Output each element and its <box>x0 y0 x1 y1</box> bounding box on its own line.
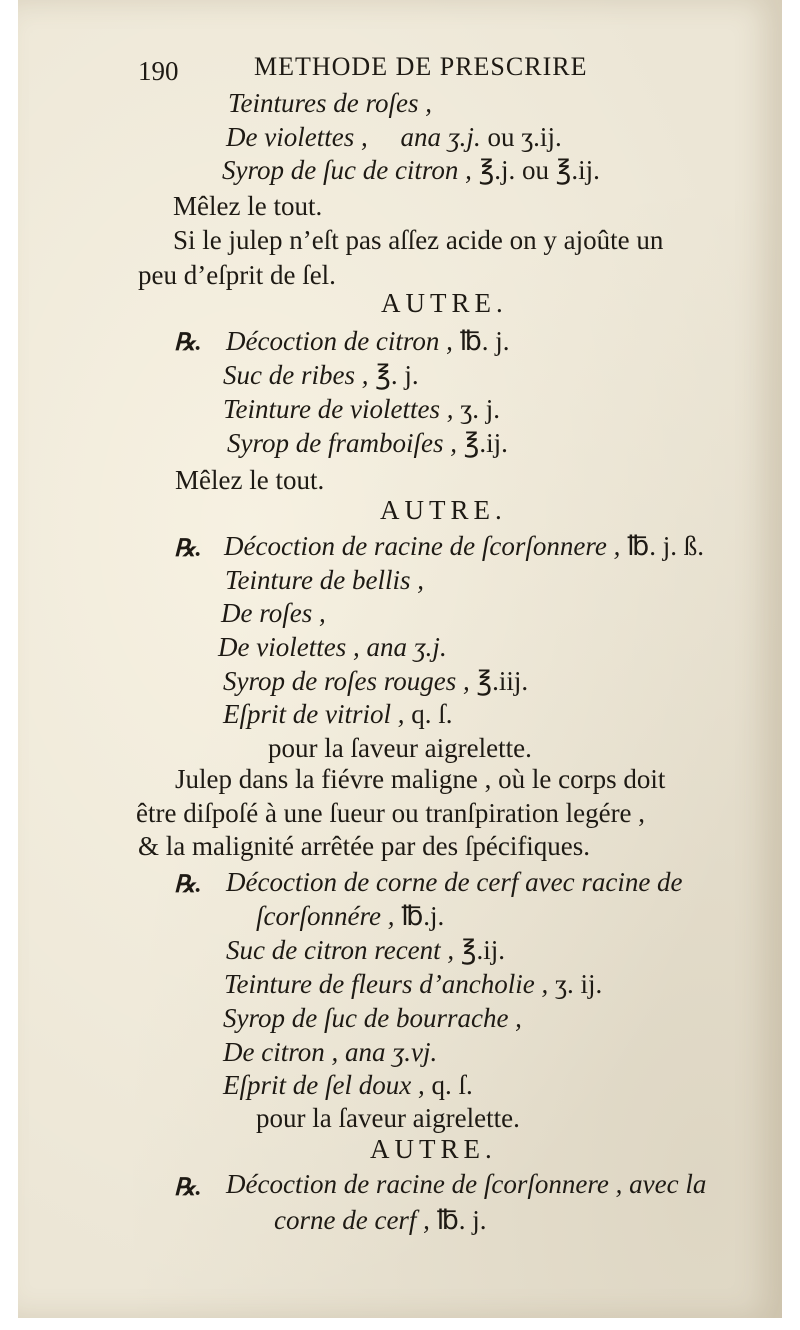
recipe-sign: ℞. <box>174 872 202 898</box>
text-line <box>226 124 562 151</box>
text-line <box>223 396 500 423</box>
text-span: ℔. j. <box>459 326 510 356</box>
text-line <box>226 328 510 355</box>
text-line: De roſes , <box>221 598 326 628</box>
text-span: q. ſ. <box>431 1070 473 1100</box>
text-span: ana ʒ.j. <box>400 122 481 152</box>
text-line <box>227 430 508 457</box>
section-heading: AUTRE. <box>380 495 507 525</box>
text-line: Mêlez le tout. <box>173 191 323 221</box>
text-span: Teinture de fleurs d’ancholie , <box>224 969 555 999</box>
text-line: Syrop de ſuc de bourrache , <box>223 1003 522 1033</box>
text-span: Teinture de violettes , <box>223 394 461 424</box>
text-span: Suc de citron recent , <box>226 935 461 965</box>
text-span: ℥. j. <box>375 360 419 390</box>
text-span: ℔.j. <box>401 901 445 931</box>
text-span: ℥.iij. <box>476 666 529 696</box>
text-span: q. ſ. <box>411 699 453 729</box>
text-span: ℔. j. ß. <box>627 531 704 561</box>
section-heading: AUTRE. <box>370 1134 497 1164</box>
text-line: & la malignité arrêtée par des ſpécifiques. <box>138 831 591 861</box>
text-line <box>256 903 444 930</box>
text-line <box>223 362 419 389</box>
text-span: Eſprit de vitriol , <box>223 699 412 729</box>
text-span: Suc de ribes , <box>223 360 376 390</box>
text-line <box>222 157 600 184</box>
text-line: Mêlez le tout. <box>175 465 325 495</box>
book-page <box>18 0 782 1318</box>
text-line: être diſpoſé à une ſueur ou tranſpiration legére , <box>136 798 646 828</box>
text-span: Syrop de roſes rouges , <box>223 666 477 696</box>
text-line: Teinture de bellis , <box>225 565 424 595</box>
text-span: ou ʒ.ij. <box>480 122 562 152</box>
text-span: ʒ. ij. <box>554 969 603 999</box>
text-line <box>218 634 447 661</box>
text-span: Décoction de racine de ſcorſonnere , <box>224 531 628 561</box>
text-span: ℥.ij. <box>463 428 508 458</box>
recipe-sign: ℞. <box>174 1175 202 1201</box>
text-line: Teintures de roſes , <box>228 88 433 118</box>
running-title: METHODE DE PRESCRIRE <box>254 52 588 81</box>
recipe-sign: ℞. <box>174 330 202 356</box>
text-span: ʒ. j. <box>460 394 500 424</box>
text-span: ℥.j. ou ℥.ij. <box>478 155 600 185</box>
text-span: Syrop de ſuc de citron , <box>222 155 479 185</box>
section-heading: AUTRE. <box>381 288 508 318</box>
text-line <box>223 1072 473 1099</box>
text-line <box>223 701 453 728</box>
text-line <box>226 937 505 964</box>
text-line: pour la ſaveur aigrelette. <box>256 1103 520 1133</box>
text-span: ana ʒ.vj. <box>344 1037 438 1067</box>
text-span: ℔. j. <box>436 1205 487 1235</box>
page-number: 190 <box>138 56 179 86</box>
text-line <box>224 533 704 560</box>
text-line: Julep dans la fiévre maligne , où le corps doit <box>175 764 666 794</box>
text-line <box>274 1207 487 1234</box>
text-span: De citron , <box>223 1037 345 1067</box>
text-span: Décoction de citron , <box>226 326 460 356</box>
recipe-sign: ℞. <box>174 536 202 562</box>
text-line <box>223 668 528 695</box>
text-span: ana ʒ.j. <box>366 632 447 662</box>
text-line: Décoction de racine de ſcorſonnere , avec la <box>226 1169 707 1199</box>
text-span: De violettes , <box>226 122 375 152</box>
text-line: pour la ſaveur aigrelette. <box>268 733 532 763</box>
text-span: corne de cerf , <box>274 1205 437 1235</box>
text-line: Si le julep n’eſt pas aſſez acide on y ajoûte un <box>173 225 664 255</box>
text-span: De violettes , <box>218 632 367 662</box>
text-span: Syrop de framboiſes , <box>227 428 464 458</box>
text-line <box>224 971 602 998</box>
text-line: Décoction de corne de cerf avec racine de <box>226 867 683 897</box>
text-line: peu d’eſprit de ſel. <box>138 260 336 290</box>
text-span: Eſprit de ſel doux , <box>223 1070 432 1100</box>
text-line <box>223 1039 437 1066</box>
text-span: ſcorſonnére , <box>256 901 402 931</box>
text-span: ℥.ij. <box>460 935 506 965</box>
